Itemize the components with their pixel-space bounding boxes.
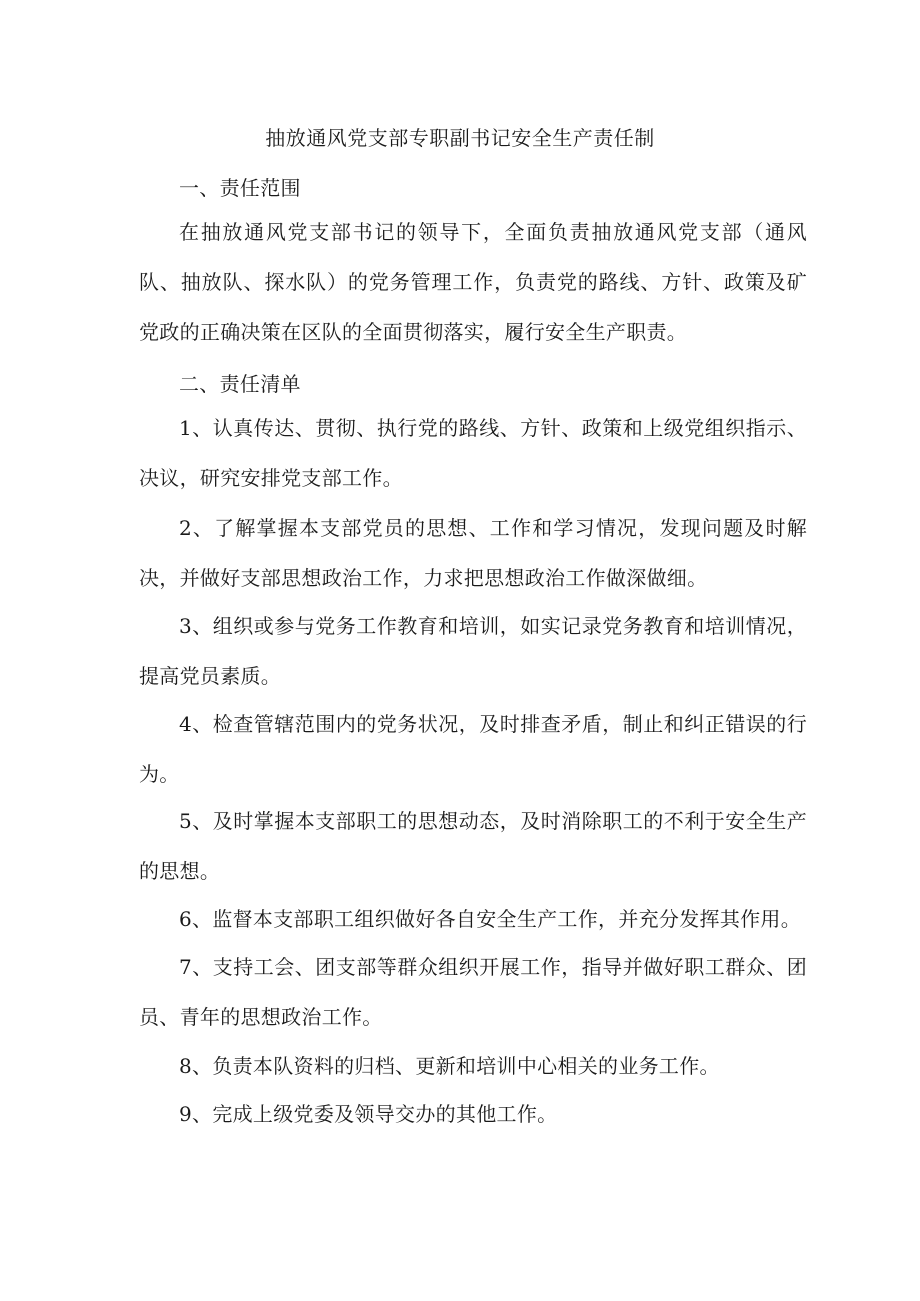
list-item: 3、组织或参与党务工作教育和培训，如实记录党务教育和培训情况，提高党员素质。 [139, 614, 807, 688]
section-heading-list: 二、责任清单 [179, 372, 301, 396]
list-item: 8、负责本队资料的归档、更新和培训中心相关的业务工作。 [179, 1054, 720, 1078]
document-title: 抽放通风党支部专职副书记安全生产责任制 [265, 126, 655, 150]
list-item: 7、支持工会、团支部等群众组织开展工作，指导并做好职工群众、团员、青年的思想政治工作。 [139, 955, 807, 1029]
list-item: 5、及时掌握本支部职工的思想动态，及时消除职工的不利于安全生产的思想。 [139, 809, 807, 883]
list-item: 2、了解掌握本支部党员的思想、工作和学习情况，发现问题及时解决，并做好支部思想政治工作，力求把思想政治工作做深做细。 [139, 516, 807, 590]
list-item: 1、认真传达、贯彻、执行党的路线、方针、政策和上级党组织指示、决议，研究安排党支部工作。 [139, 416, 807, 490]
list-item: 9、完成上级党委及领导交办的其他工作。 [179, 1102, 558, 1126]
section-heading-scope: 一、责任范围 [179, 176, 301, 200]
list-item: 4、检查管辖范围内的党务状况，及时排查矛盾，制止和纠正错误的行为。 [139, 712, 807, 786]
list-item: 6、监督本支部职工组织做好各自安全生产工作，并充分发挥其作用。 [179, 907, 802, 931]
scope-paragraph: 在抽放通风党支部书记的领导下，全面负责抽放通风党支部（通风队、抽放队、探水队）的党务管理工作，负责党的路线、方针、政策及矿党政的正确决策在区队的全面贯彻落实，履行安全生产职责。 [139, 220, 807, 344]
